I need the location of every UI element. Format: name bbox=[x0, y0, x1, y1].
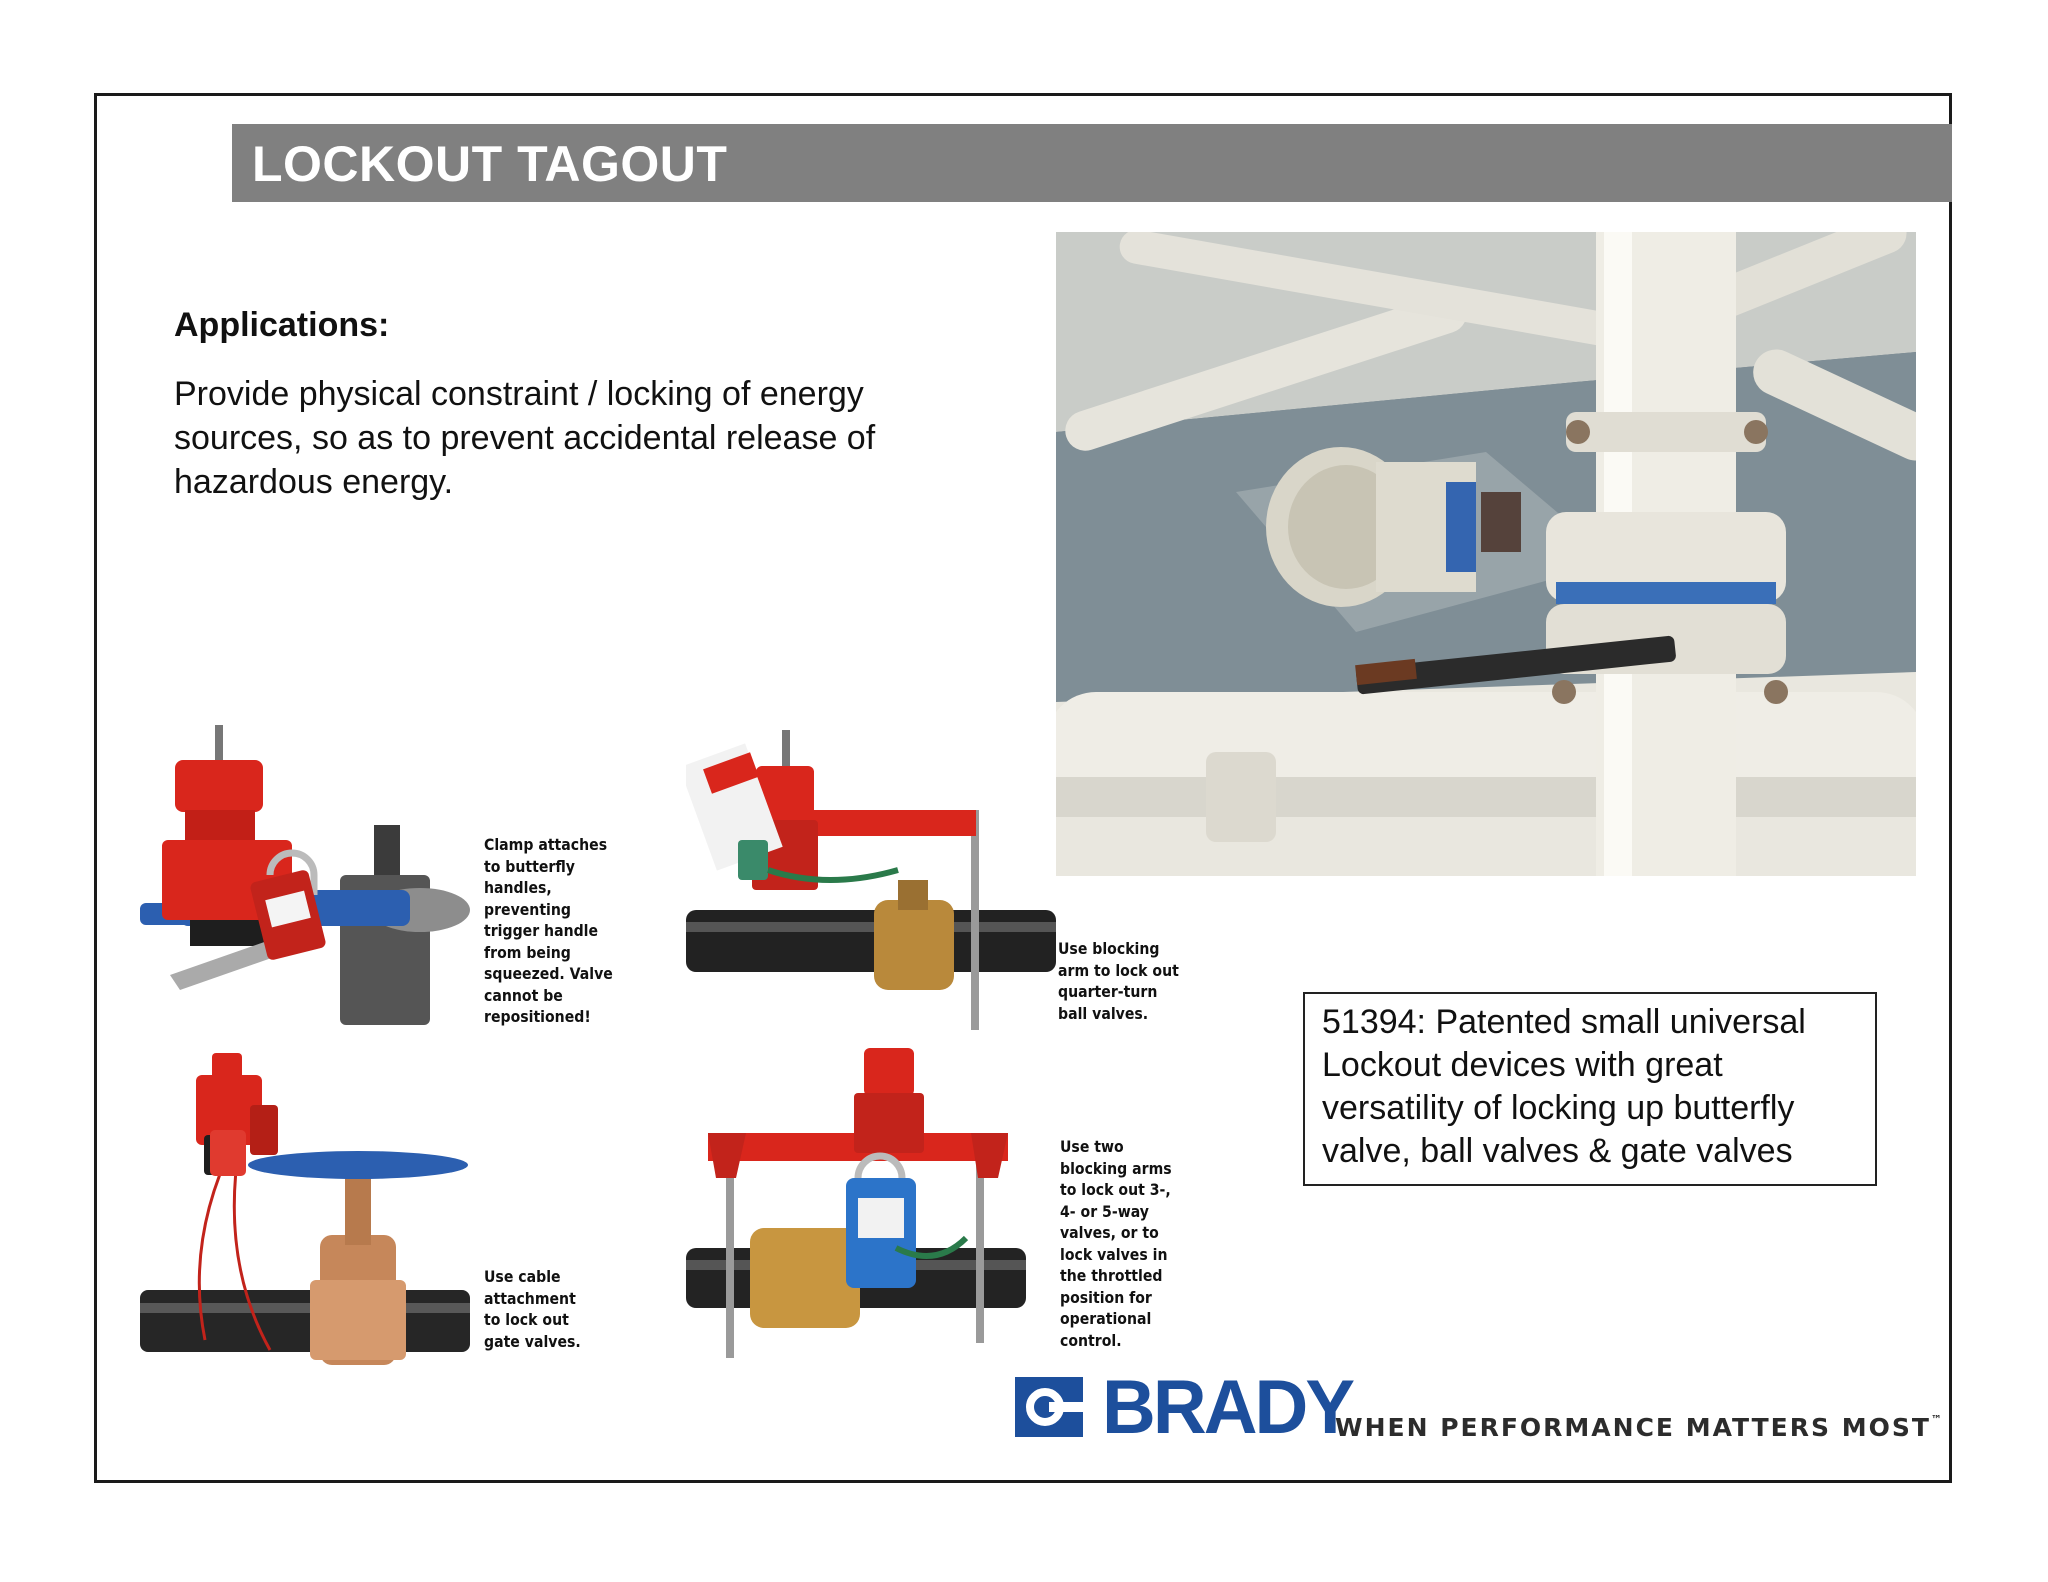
product-caption-ball-valve: Use blocking arm to lock out quarter-turn ball valves. bbox=[1058, 939, 1179, 1023]
product-caption-butterfly: Clamp attaches to butterfly handles, preventing trigger handle from being squeezed. Valve cannot be repositioned! bbox=[484, 835, 613, 1026]
valve-field-photo bbox=[1056, 232, 1916, 876]
applications-body: Provide physical constraint / locking of energy sources, so as to prevent accidental release of hazardous energy. bbox=[174, 375, 876, 501]
page-title: LOCKOUT TAGOUT bbox=[252, 136, 728, 192]
product-caption-gate-valve: Use cable attachment to lock out gate valves. bbox=[484, 1267, 581, 1351]
butterfly-lockout-image bbox=[140, 725, 470, 1030]
gate-valve-lockout-image bbox=[140, 1045, 480, 1370]
brand-tagline-text: WHEN PERFORMANCE MATTERS MOST bbox=[1335, 1413, 1931, 1442]
trademark-mark: ™ bbox=[1930, 1413, 1942, 1426]
product-caption-multiway-valve: Use two blocking arms to lock out 3-, 4- or 5-way valves, or to lock valves in the throttled position for operational control. bbox=[1060, 1137, 1172, 1350]
callout-text: 51394: Patented small universal Lockout devices with great versatility of locking up butterfly valve, ball valves & gate valves bbox=[1322, 1003, 1806, 1170]
brand-name: BRADY bbox=[1102, 1365, 1353, 1450]
brand-tagline bbox=[1335, 1413, 1942, 1442]
multiway-valve-lockout-image bbox=[686, 1048, 1056, 1363]
ball-valve-lockout-image bbox=[686, 730, 1056, 1035]
brady-logo-icon bbox=[1015, 1377, 1083, 1442]
applications-heading: Applications: bbox=[174, 306, 390, 344]
